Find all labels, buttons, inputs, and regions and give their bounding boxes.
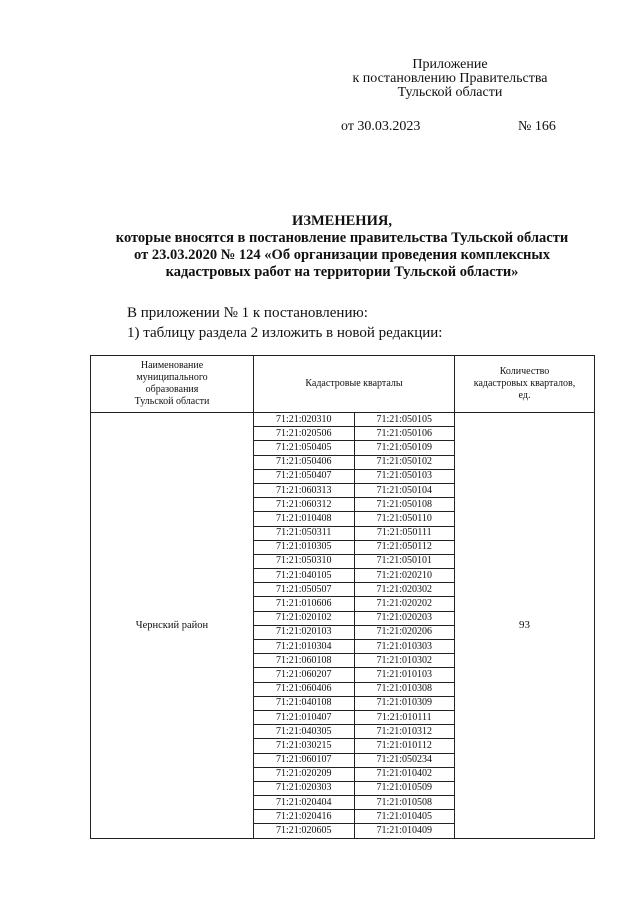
- table-row: [254, 640, 454, 654]
- cadastral-quarter-code: 71:21:020210: [354, 569, 454, 583]
- table-row: [254, 583, 454, 597]
- resolution-date: от 30.03.2023: [341, 119, 421, 134]
- table-row: [254, 824, 454, 838]
- appendix-line: Приложение: [412, 57, 488, 72]
- cadastral-quarter-code: 71:21:040105: [254, 569, 354, 583]
- cadastral-quarter-code: 71:21:050103: [354, 469, 454, 483]
- cadastral-quarter-code: 71:21:060312: [254, 498, 354, 512]
- quarters-list: [254, 413, 454, 838]
- header-cadastral-quarters: Кадастровые кварталы: [254, 356, 455, 413]
- appendix-line: к постановлению Правительства: [352, 71, 548, 86]
- cadastral-quarter-code: 71:21:060108: [254, 654, 354, 668]
- title-line: ИЗМЕНЕНИЯ,: [292, 213, 392, 229]
- table-row: [254, 781, 454, 795]
- cadastral-quarter-code: 71:21:050101: [354, 554, 454, 568]
- intro-paragraph: 1) таблицу раздела 2 изложить в новой редакции:: [127, 325, 443, 341]
- table-row: [254, 441, 454, 455]
- cadastral-quarter-code: 71:21:060313: [254, 483, 354, 497]
- cadastral-quarter-code: 71:21:060107: [254, 753, 354, 767]
- cadastral-quarter-code: 71:21:020103: [254, 625, 354, 639]
- cadastral-quarter-code: 71:21:050405: [254, 441, 354, 455]
- cadastral-quarter-code: 71:21:010103: [354, 668, 454, 682]
- cadastral-quarter-code: 71:21:050234: [354, 753, 454, 767]
- table-row: [254, 413, 454, 427]
- cadastral-quarter-code: 71:21:020605: [254, 824, 354, 838]
- table-row: [254, 540, 454, 554]
- cadastral-quarter-code: 71:21:040305: [254, 725, 354, 739]
- title-line: от 23.03.2020 № 124 «Об организации проведения комплексных: [134, 247, 550, 263]
- table-row: [254, 512, 454, 526]
- table-row: [254, 696, 454, 710]
- cadastral-quarter-code: 71:21:030215: [254, 739, 354, 753]
- table-header-row: [91, 356, 595, 413]
- cadastral-quarter-code: 71:21:010407: [254, 710, 354, 724]
- title-line: кадастровых работ на территории Тульской области»: [165, 264, 519, 280]
- cadastral-quarter-code: 71:21:010305: [254, 540, 354, 554]
- table-body-row: [91, 413, 595, 839]
- cadastral-quarter-code: 71:21:020506: [254, 427, 354, 441]
- cadastral-quarter-code: 71:21:020303: [254, 781, 354, 795]
- cadastral-quarter-code: 71:21:010408: [254, 512, 354, 526]
- table-row: [254, 710, 454, 724]
- table-row: [254, 611, 454, 625]
- title-line: которые вносятся в постановление правительства Тульской области: [115, 230, 569, 246]
- table-row: [254, 810, 454, 824]
- cadastral-quarter-code: 71:21:020404: [254, 796, 354, 810]
- table-row: [254, 668, 454, 682]
- cadastral-quarter-code: 71:21:050111: [354, 526, 454, 540]
- district-name: Чернский район: [91, 413, 254, 839]
- cadastral-quarter-code: 71:21:050406: [254, 455, 354, 469]
- cadastral-quarter-code: 71:21:020416: [254, 810, 354, 824]
- cadastral-quarter-code: 71:21:050108: [354, 498, 454, 512]
- cadastral-quarter-code: 71:21:050311: [254, 526, 354, 540]
- cadastral-quarter-code: 71:21:050105: [354, 413, 454, 427]
- table-row: [254, 455, 454, 469]
- document-title: [90, 213, 594, 281]
- table-row: [254, 469, 454, 483]
- cadastral-quarter-code: 71:21:010409: [376, 825, 433, 837]
- cadastral-quarter-code: 71:21:050110: [354, 512, 454, 526]
- table-row: [254, 569, 454, 583]
- cadastral-quarter-code: 71:21:060406: [254, 682, 354, 696]
- cadastral-quarter-code: 71:21:010304: [254, 640, 354, 654]
- cadastral-quarter-code: 71:21:010508: [354, 796, 454, 810]
- cadastral-quarter-code: 71:21:010509: [354, 781, 454, 795]
- table-row: [254, 767, 454, 781]
- cadastral-quarter-code: 71:21:020209: [254, 767, 354, 781]
- cadastral-quarter-code: 71:21:010302: [354, 654, 454, 668]
- cadastral-quarter-code: 71:21:050106: [354, 427, 454, 441]
- table-row: [254, 498, 454, 512]
- cadastral-quarter-code: 71:21:010303: [354, 640, 454, 654]
- cadastral-quarter-code: 71:21:050407: [254, 469, 354, 483]
- cadastral-quarter-code: 71:21:050109: [354, 441, 454, 455]
- header-quarter-count: Количество кадастровых кварталов, ед.: [455, 356, 595, 413]
- table-row: [254, 796, 454, 810]
- intro-paragraph: В приложении № 1 к постановлению:: [127, 305, 368, 321]
- cadastral-quarter-code: 71:21:010308: [354, 682, 454, 696]
- table-row: [254, 483, 454, 497]
- appendix-line: Тульской области: [397, 85, 503, 100]
- cadastral-quarter-code: 71:21:020310: [254, 413, 354, 427]
- table-row: [254, 427, 454, 441]
- cadastral-quarter-code: 71:21:010309: [354, 696, 454, 710]
- cadastral-quarter-code: 71:21:020206: [354, 625, 454, 639]
- cadastral-table: [90, 355, 595, 839]
- appendix-block: [340, 58, 560, 100]
- cadastral-quarter-code: 71:21:040108: [254, 696, 354, 710]
- table-row: [254, 739, 454, 753]
- table-row: [254, 682, 454, 696]
- cadastral-quarter-code: 71:21:060207: [254, 668, 354, 682]
- cadastral-quarter-code: 71:21:050507: [254, 583, 354, 597]
- table-row: [254, 597, 454, 611]
- resolution-number: № 166: [518, 119, 556, 134]
- cadastral-quarter-code: 71:21:010405: [354, 810, 454, 824]
- table-row: [254, 654, 454, 668]
- cadastral-quarter-code: 71:21:010606: [254, 597, 354, 611]
- cadastral-quarter-code: 71:21:020202: [354, 597, 454, 611]
- cadastral-quarter-code: 71:21:010112: [354, 739, 454, 753]
- cadastral-quarter-code: 71:21:010402: [354, 767, 454, 781]
- cadastral-quarter-code: 71:21:050102: [354, 455, 454, 469]
- cadastral-quarter-code: 71:21:050112: [354, 540, 454, 554]
- table-row: [254, 625, 454, 639]
- cadastral-quarter-code: 71:21:010312: [354, 725, 454, 739]
- table-row: [254, 725, 454, 739]
- quarter-count: 93: [455, 413, 595, 839]
- cadastral-quarter-code: 71:21:020102: [254, 611, 354, 625]
- table-row: [254, 753, 454, 767]
- cadastral-quarter-code: 71:21:020302: [354, 583, 454, 597]
- header-municipality: Наименование муниципального образования Тульской области: [91, 356, 254, 413]
- cadastral-quarter-code: 71:21:050310: [254, 554, 354, 568]
- table-row: [254, 526, 454, 540]
- cadastral-quarter-code: 71:21:010111: [354, 710, 454, 724]
- cadastral-quarter-code: 71:21:050104: [354, 483, 454, 497]
- quarters-cell: [254, 413, 455, 839]
- table-row: [254, 554, 454, 568]
- cadastral-quarter-code: 71:21:020203: [354, 611, 454, 625]
